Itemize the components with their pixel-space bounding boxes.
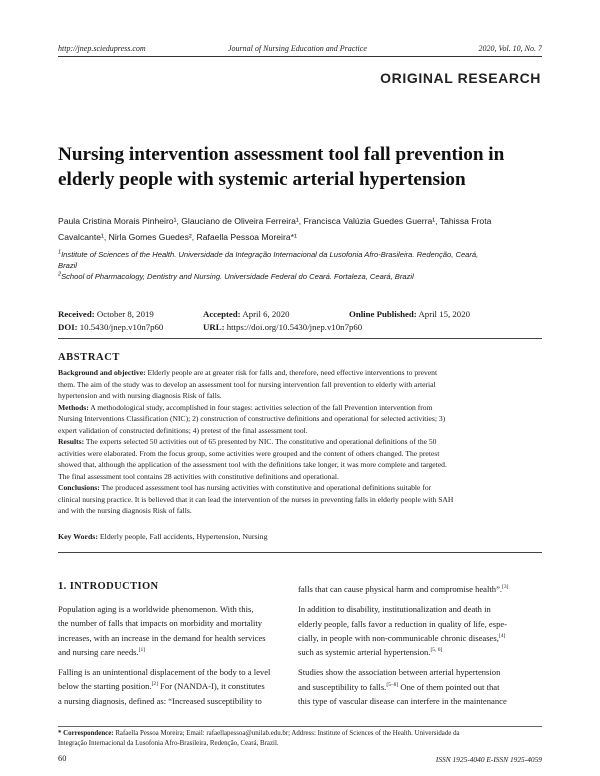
intro-left-column: Population aging is a worldwide phenomenon. With this, the number of falls that impacts on morbidity and mortality increases, with an increase in the demand for health services and nursing care needs.[1] Falling is an unintentional displacement of the body to a level below the starting position.[2] For (NANDA-I), it constitutes a nursing diagnosis, defined as: “Increased susceptibility to [58,604,271,706]
received-date: Received: October 8, 2019 [58,309,154,319]
correspondence-footnote: * Correspondence: Rafaella Pessoa Moreira; Email: rafaellapessoa@unilab.edu.br; Address: Institute of Sciences of the Health. Universidade da Integração Internacional da Lusofonia Afro-Brasileira, Redenção, Ceará, Brazil. [58,730,460,747]
title-line-1: Nursing intervention assessment tool fall prevention in [58,144,505,165]
header-url: http://jnep.sciedupress.com [58,44,146,53]
issn: ISSN 1925-4040 E-ISSN 1925-4059 [435,755,542,764]
header-rule [58,56,542,57]
authors-line-2: Cavalcante¹, Nirla Gomes Guedes², Rafaella Pessoa Moreira*¹ [58,232,297,242]
section-heading-introduction: 1. INTRODUCTION [58,581,159,592]
affiliation-2: $^2$School of Pharmacology, Dentistry and Nursing. Universidade Federal do Ceará. Fortaleza, Ceará, Brazil [58,271,414,281]
authors [58,213,548,245]
published-date: Online Published: April 15, 2020 [349,309,470,319]
footnote-rule [58,726,542,727]
header-volume: 2020, Vol. 10, No. 7 [478,44,542,53]
section-label: ORIGINAL RESEARCH [380,70,541,86]
abstract-top-rule [58,338,542,339]
doi-url[interactable]: URL: https://doi.org/10.5430/jnep.v10n7p60 [203,322,363,332]
intro-right-column: falls that can cause physical harm and compromise health”.[3] In addition to disability, institutionalization and death in elderly people, falls favor a reduction in quality of life, espe- cially, in people with non-communicable chronic diseases,[4] such as systemic arterial hypertension.[5, 6] Studies show the association between arterial hypertension and susceptibility to falls.[5–8] One of them pointed out that this type of vascular disease can interfere in the maintenance [298,584,509,707]
page-number: 60 [58,754,67,763]
authors-line-1: Paula Cristina Morais Pinheiro¹, Glauciano de Oliveira Ferreira¹, Francisca Valúzia Guedes Guerra¹, Tahissa Frota [58,216,492,226]
abstract-heading: ABSTRACT [58,352,120,363]
paper-title [58,142,542,192]
abstract-bottom-rule [58,552,542,553]
affiliations [58,249,548,282]
header-journal: Journal of Nursing Education and Practice [228,44,367,53]
affiliation-1: $^1$Institute of Sciences of the Health. Universidade da Integração Internacional da Lusofonia Afro-Brasileira. Redenção, Ceará, [58,249,479,259]
accepted-date: Accepted: April 6, 2020 [203,309,290,319]
abstract-body: Background and objective: Elderly people are at greater risk for falls and, therefore, need effective interventions to prevent them. The aim of the study was to develop an assessment tool for nursing intervention fall prevention to elderly with arterial hypertension and with nursing diagnosis Risk of falls. Methods: A methodological study, accomplished in four stages: activities selection of the fall Prevention intervention from Nursing Interventions Classification (NIC); 2) construction of constructive definitions and operational for selected activities; 3) expert validation of constructed definitions; 4) pretest of the final assessment tool. Results: The experts selected 50 activities out of 65 presented by NIC. The constitutive and operational definitions of the 50 activities were elaborated. From the focus group, some activities were grouped and the content of others changed. The pretest showed that, although the application of the assessment tool with the definitions take longer, it was more complete and targeted. The final assessment tool contains 28 activities with constitutive definitions and operational. Conclusions: The produced assessment tool has nursing activities with constitutive and operational definitions suitable for clinical nursing practice. It is believed that it can lead the intervention of the nurses in preventing falls in elderly people with SAH and with the nursing diagnosis Risk of falls. [58,368,454,515]
keywords: Key Words: Elderly people, Fall accidents, Hypertension, Nursing [58,532,268,541]
affiliation-1-cont: Brazil [58,261,77,270]
title-line-2: elderly people with systemic arterial hypertension [58,169,466,190]
doi: DOI: 10.5430/jnep.v10n7p60 [58,322,164,332]
